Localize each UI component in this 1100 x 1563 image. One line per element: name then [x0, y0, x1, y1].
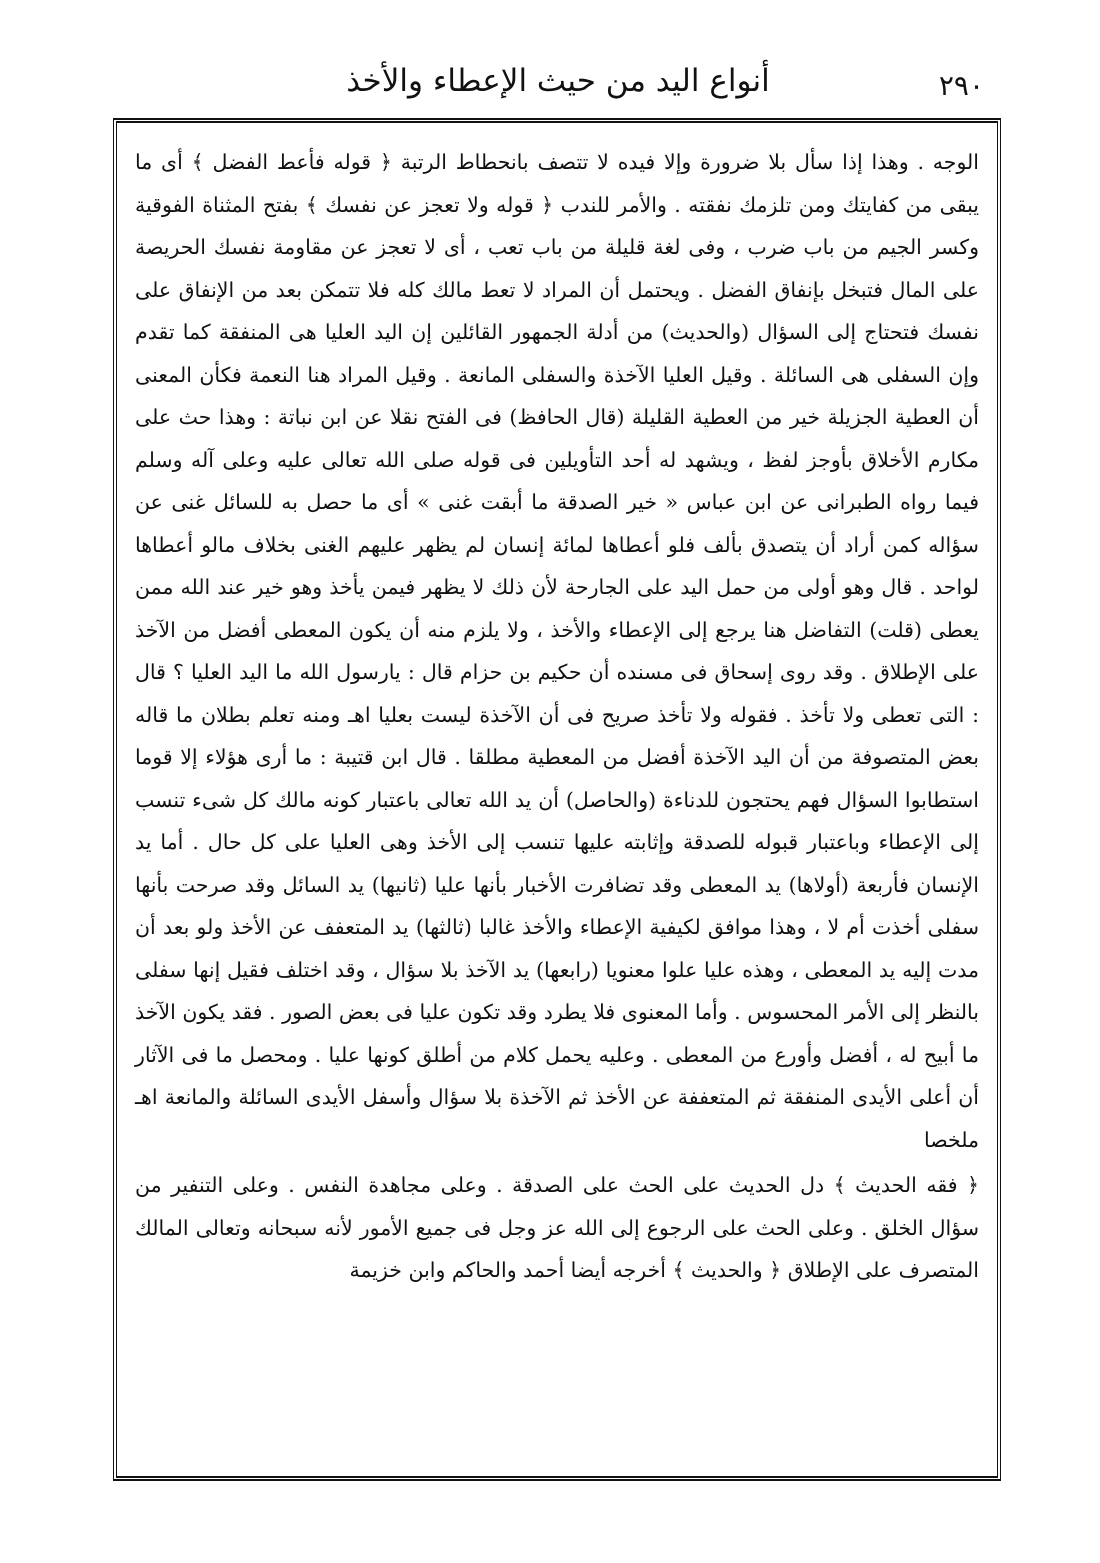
page-number: ٢٩٠	[938, 69, 984, 102]
page-header	[118, 58, 998, 112]
running-title: أنواع اليد من حيث الإعطاء والأخذ	[346, 63, 770, 99]
commentary-paragraph: الوجه . وهذا إذا سأل بلا ضرورة وإلا فيده لا تتصف بانحطاط الرتبة ﴿ قوله فأعط الفضل ﴾ أى ما يبقى من كفايتك ومن تلزمك نفقته . والأمر للندب ﴿ قوله ولا تعجز عن نفسك ﴾ بفتح المثناة الفوقية وكسر الجيم من باب ضرب ، وفى لغة قليلة من باب تعب ، أى لا تعجز عن مقاومة نفسك الحريصة على المال فتبخل بإنفاق الفضل . ويحتمل أن المراد لا تعط مالك كله فلا تتمكن بعد من الإنفاق على نفسك فتحتاج إلى السؤال (والحديث) من أدلة الجمهور القائلين إن اليد العليا هى المنفقة كما تقدم وإن السفلى هى السائلة . وقيل العليا الآخذة والسفلى المانعة . وقيل المراد هنا النعمة فكأن المعنى أن العطية الجزيلة خير من العطية القليلة (قال الحافظ) فى الفتح نقلا عن ابن نباتة : وهذا حث على مكارم الأخلاق بأوجز لفظ ، ويشهد له أحد التأويلين فى قوله صلى الله تعالى عليه وعلى آله وسلم فيما رواه الطبرانى عن ابن عباس « خير الصدقة ما أبقت غنى » أى ما حصل به للسائل غنى عن سؤاله كمن أراد أن يتصدق بألف فلو أعطاها لمائة إنسان لم يظهر عليهم الغنى بخلاف مالو أعطاها لواحد . قال وهو أولى من حمل اليد على الجارحة لأن ذلك لا يظهر فيمن يأخذ وهو خير عند الله ممن يعطى (قلت) التفاضل هنا يرجع إلى الإعطاء والأخذ ، ولا يلزم منه أن يكون المعطى أفضل من الآخذ على الإطلاق . وقد روى إسحاق فى مسنده أن حكيم بن حزام قال : يارسول الله ما اليد العليا ؟ قال : التى تعطى ولا تأخذ . فقوله ولا تأخذ صريح فى أن الآخذة ليست بعليا اهـ ومنه تعلم بطلان ما قاله بعض المتصوفة من أن اليد الآخذة أفضل من المعطية مطلقا . قال ابن قتيبة : ما أرى هؤلاء إلا قوما استطابوا السؤال فهم يحتجون للدناءة (والحاصل) أن يد الله تعالى باعتبار كونه مالك كل شىء تنسب إلى الإعطاء وباعتبار قبوله للصدقة وإثابته عليها تنسب إلى الأخذ وهى العليا على كل حال . أما يد الإنسان فأربعة (أولاها) يد المعطى وقد تضافرت الأخبار بأنها عليا (ثانيها) يد السائل وقد صرحت بأنها سفلى أخذت أم لا ، وهذا موافق لكيفية الإعطاء والأخذ غالبا (ثالثها) يد المتعفف عن الأخذ ولو بعد أن مدت إليه يد المعطى ، وهذه عليا علوا معنويا (رابعها) يد الآخذ بلا سؤال ، وقد اختلف فقيل إنها سفلى بالنظر إلى الأمر المحسوس . وأما المعنوى فلا يطرد وقد تكون عليا فى بعض الصور . فقد يكون الآخذ ما أبيح له ، أفضل وأورع من المعطى . وعليه يحمل كلام من أطلق كونها عليا . ومحصل ما فى الآثار أن أعلى الأيدى المنفقة ثم المتعففة عن الأخذ ثم الآخذة بلا سؤال وأسفل الأيدى السائلة والمانعة اهـ ملخصا	[135, 150, 979, 1152]
fiqh-paragraph: ﴿ فقه الحديث ﴾ دل الحديث على الحث على الصدقة . وعلى مجاهدة النفس . وعلى التنفير من سؤال الخلق . وعلى الحث على الرجوع إلى الله عز وجل فى جميع الأمور لأنه سبحانه وتعالى المالك المتصرف على الإطلاق ﴿ والحديث ﴾ أخرجه أيضا أحمد والحاكم وابن خزيمة	[135, 1173, 979, 1282]
text-frame	[113, 118, 1001, 1481]
commentary-body	[135, 141, 979, 1462]
